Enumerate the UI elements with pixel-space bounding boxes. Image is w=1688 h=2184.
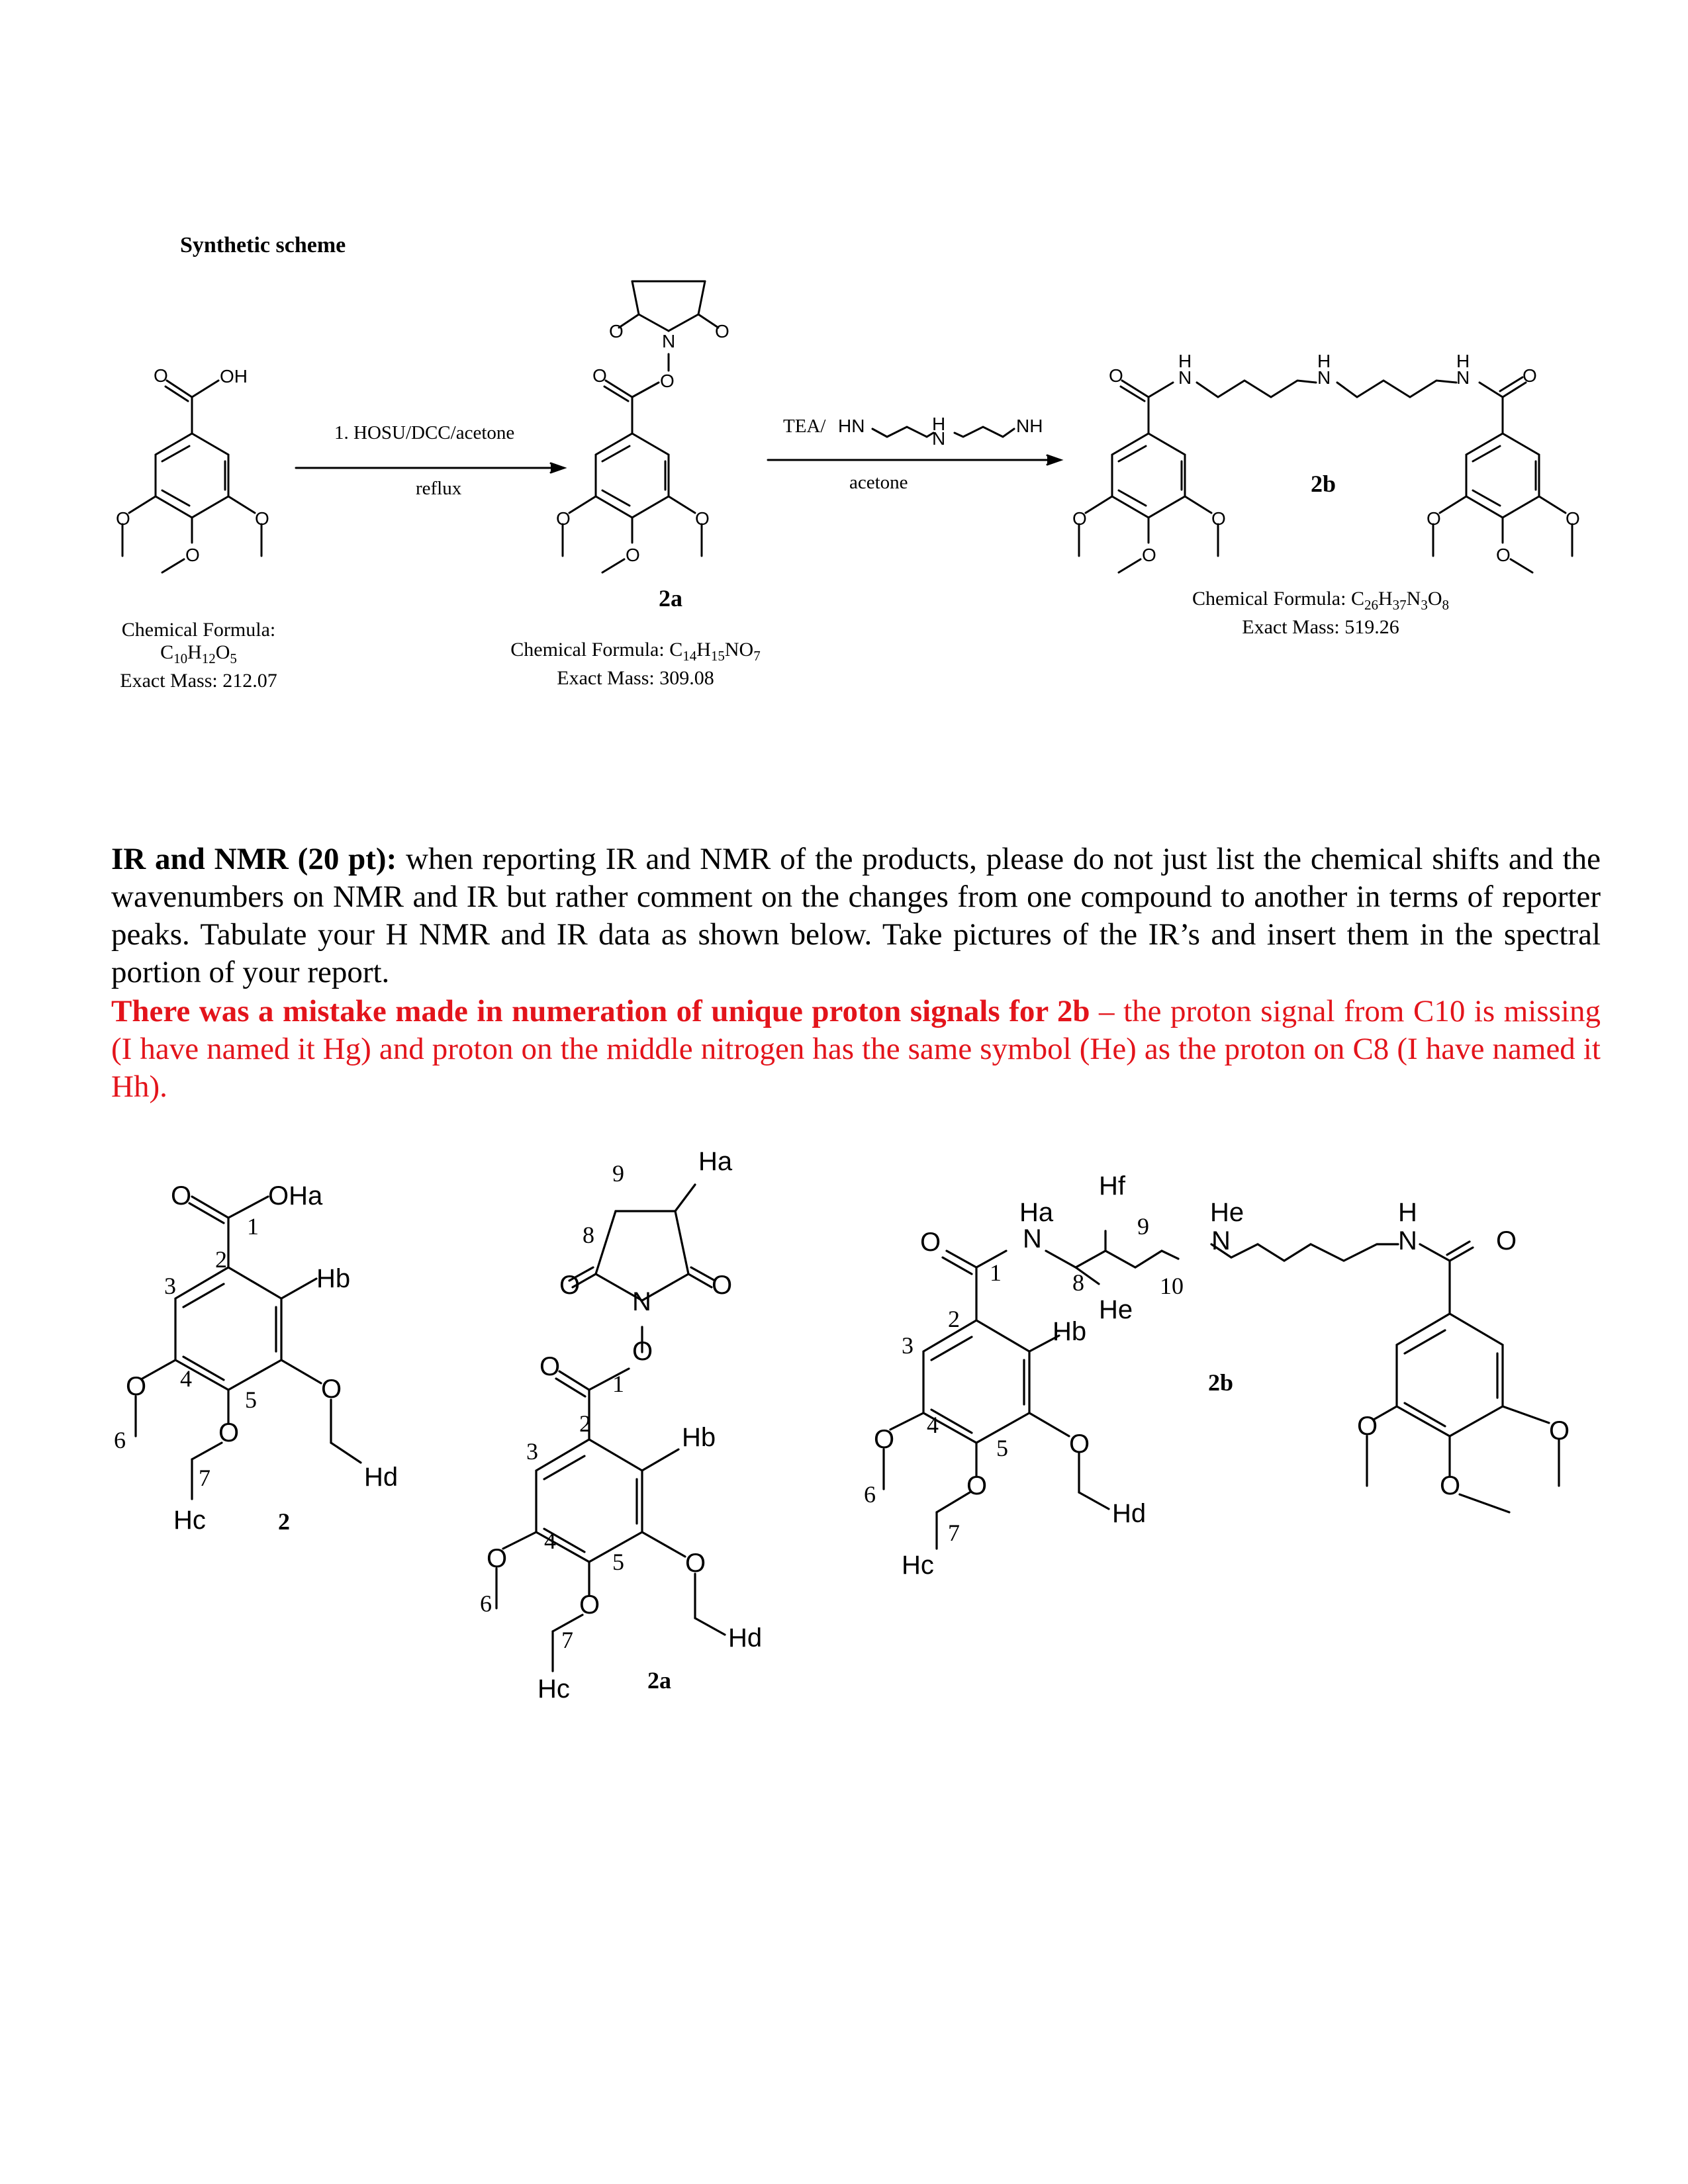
2b-formula: Chemical Formula: $C_{26}H_{37}N_3O_8$ — [1192, 588, 1449, 613]
svg-text:4: 4 — [180, 1365, 192, 1392]
svg-text:Ha: Ha — [698, 1147, 733, 1176]
svg-text:O: O — [632, 1337, 653, 1366]
svg-text:He: He — [1099, 1295, 1133, 1324]
svg-text:N: N — [1023, 1224, 1042, 1253]
svg-text:O: O — [321, 1375, 342, 1404]
svg-text:Hc: Hc — [173, 1506, 206, 1535]
compound-2-label: 2 — [278, 1508, 290, 1535]
ir-nmr-body: when reporting IR and NMR of the products, please do not just list the chemical shifts and the wavenumbers on NMR and IR but rather comment on the changes from one compound to another in terms of reporter peaks. Tabulate your H NMR and IR data as shown below. Take pictures of the IR’s and insert them in the spectral portion of your report. — [111, 842, 1601, 989]
svg-text:O: O — [1496, 545, 1511, 565]
2a-scheme-label: 2a — [659, 585, 682, 612]
svg-text:4: 4 — [927, 1412, 939, 1438]
svg-text:O: O — [966, 1471, 988, 1500]
svg-text:N: N — [1456, 367, 1470, 388]
svg-text:O: O — [1566, 508, 1580, 529]
svg-text:8: 8 — [583, 1222, 594, 1248]
svg-text:9: 9 — [612, 1160, 624, 1187]
2a-formula: Chemical Formula: $C_{14}H_{15}NO_7$ — [510, 639, 761, 664]
svg-text:2: 2 — [948, 1306, 960, 1332]
svg-text:Hd: Hd — [728, 1623, 763, 1653]
svg-text:O: O — [559, 1271, 581, 1300]
svg-text:O: O — [874, 1425, 895, 1454]
step2-reagent-prefix: TEA/ — [783, 416, 826, 437]
svg-text:O: O — [1427, 508, 1441, 529]
svg-text:H: H — [1317, 351, 1331, 371]
scheme-heading: Synthetic scheme — [180, 233, 346, 257]
svg-text:1: 1 — [612, 1371, 624, 1397]
svg-text:Hd: Hd — [364, 1463, 399, 1492]
svg-text:1: 1 — [247, 1213, 259, 1240]
2b-mass: Exact Mass: 519.26 — [1242, 616, 1399, 638]
svg-text:2: 2 — [215, 1246, 227, 1273]
svg-text:3: 3 — [902, 1332, 914, 1359]
2b-scheme-label: 2b — [1311, 471, 1336, 497]
svg-text:O: O — [1142, 545, 1156, 565]
svg-text:O: O — [116, 508, 130, 529]
2b-formula-block — [1165, 588, 1476, 639]
svg-text:O: O — [1549, 1416, 1570, 1445]
svg-text:O: O — [126, 1372, 147, 1401]
svg-text:O: O — [1211, 508, 1226, 529]
svg-text:OHa: OHa — [268, 1181, 323, 1210]
svg-text:O: O — [1072, 508, 1087, 529]
labeled-structures-drawing — [0, 1125, 1688, 1721]
svg-text:O: O — [171, 1181, 192, 1210]
svg-text:O: O — [685, 1549, 706, 1578]
svg-text:N: N — [1211, 1226, 1231, 1255]
svg-text:O: O — [1440, 1471, 1461, 1500]
correction-body: – the proton signal from C10 is missing (I have named it Hg) and proton on the middle nitrogen has the same symbol (He) as the proton on C8 (I have named it Hh). — [111, 994, 1601, 1104]
svg-text:9: 9 — [1137, 1213, 1149, 1240]
svg-text:NH: NH — [1016, 416, 1043, 436]
start-formula-block — [93, 619, 305, 692]
svg-text:1: 1 — [990, 1259, 1002, 1286]
svg-text:O: O — [539, 1352, 561, 1381]
start-formula: $C_{10}H_{12}O_5$ — [160, 641, 237, 666]
compound-2a-label: 2a — [647, 1667, 671, 1694]
svg-text:O: O — [715, 321, 729, 341]
svg-text:H: H — [1178, 351, 1192, 371]
svg-text:Hf: Hf — [1099, 1171, 1125, 1201]
svg-text:O: O — [609, 321, 624, 341]
svg-text:8: 8 — [1072, 1269, 1084, 1296]
svg-text:N: N — [662, 331, 676, 351]
svg-text:Hb: Hb — [1053, 1317, 1087, 1346]
step2-condition: acetone — [849, 472, 908, 493]
svg-text:O: O — [579, 1590, 600, 1619]
ir-nmr-heading: IR and NMR (20 pt): — [111, 842, 397, 876]
correction-note — [111, 993, 1601, 1106]
svg-text:O: O — [487, 1544, 508, 1573]
svg-text:10: 10 — [1160, 1273, 1184, 1299]
svg-text:5: 5 — [612, 1549, 624, 1575]
svg-text:N: N — [1317, 367, 1331, 388]
svg-text:2: 2 — [579, 1410, 591, 1437]
svg-text:O: O — [1357, 1412, 1378, 1441]
svg-text:Hc: Hc — [538, 1674, 570, 1704]
start-structure — [122, 381, 261, 572]
svg-text:O: O — [185, 545, 200, 565]
compound-2-structure — [136, 1197, 361, 1499]
svg-text:N: N — [932, 428, 946, 449]
svg-text:O: O — [1496, 1226, 1517, 1255]
svg-text:O: O — [1523, 365, 1537, 386]
svg-text:4: 4 — [544, 1527, 556, 1554]
2a-structure — [563, 281, 718, 572]
ir-nmr-instructions — [111, 841, 1601, 991]
svg-text:N: N — [632, 1287, 651, 1316]
svg-text:N: N — [1178, 367, 1192, 388]
svg-text:O: O — [592, 365, 607, 386]
svg-text:O: O — [1109, 365, 1123, 386]
svg-text:6: 6 — [114, 1427, 126, 1453]
svg-text:O: O — [255, 508, 269, 529]
svg-text:5: 5 — [996, 1435, 1008, 1461]
compound-2b-label: 2b — [1208, 1369, 1234, 1396]
svg-text:O: O — [556, 508, 571, 529]
svg-text:O: O — [660, 371, 675, 391]
svg-text:Hb: Hb — [316, 1264, 351, 1293]
start-formula-label: Chemical Formula: — [121, 619, 276, 641]
svg-text:7: 7 — [561, 1627, 573, 1653]
svg-text:Hd: Hd — [1112, 1499, 1147, 1528]
svg-text:O: O — [712, 1271, 733, 1300]
svg-text:6: 6 — [864, 1481, 876, 1508]
svg-text:H: H — [1456, 351, 1470, 371]
svg-text:H: H — [932, 414, 946, 434]
correction-heading: There was a mistake made in numeration of unique proton signals for 2b — [111, 994, 1090, 1028]
svg-text:Hc: Hc — [902, 1551, 934, 1580]
svg-text:O: O — [626, 545, 640, 565]
svg-text:N: N — [1398, 1226, 1417, 1255]
svg-text:O: O — [920, 1228, 941, 1257]
svg-text:HN: HN — [838, 416, 865, 436]
svg-text:Ha: Ha — [1019, 1198, 1054, 1227]
step1-reagent: 1. HOSU/DCC/acetone — [334, 422, 515, 443]
svg-text:6: 6 — [480, 1590, 492, 1617]
svg-text:O: O — [695, 508, 710, 529]
svg-text:OH: OH — [220, 366, 248, 387]
2a-mass: Exact Mass: 309.08 — [557, 667, 714, 689]
svg-text:O: O — [1069, 1430, 1090, 1459]
svg-text:H: H — [1398, 1198, 1417, 1227]
svg-text:5: 5 — [245, 1387, 257, 1413]
svg-text:7: 7 — [199, 1465, 211, 1491]
svg-text:7: 7 — [948, 1520, 960, 1546]
svg-text:Hb: Hb — [682, 1423, 716, 1452]
start-mass: Exact Mass: 212.07 — [120, 670, 277, 692]
svg-text:He: He — [1210, 1198, 1244, 1227]
svg-text:3: 3 — [164, 1273, 176, 1299]
2a-formula-block — [490, 639, 781, 690]
svg-text:O: O — [218, 1418, 240, 1447]
step1-condition: reflux — [416, 478, 462, 499]
svg-text:3: 3 — [526, 1438, 538, 1465]
svg-text:O: O — [154, 365, 168, 386]
